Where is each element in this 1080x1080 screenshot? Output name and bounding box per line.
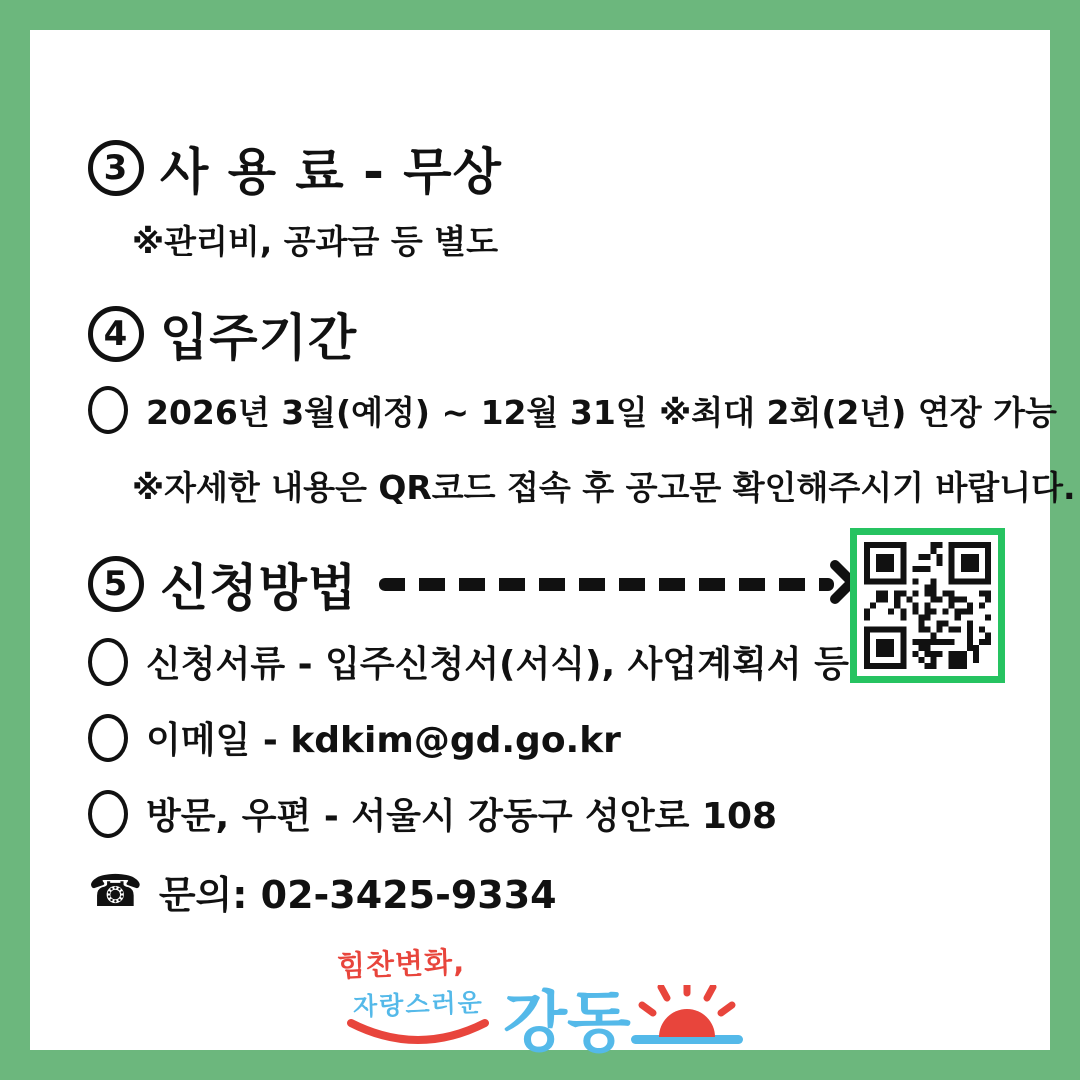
apply-heading-inner: [88, 548, 357, 620]
bullet-circle-icon: [88, 714, 128, 762]
dashed-arrow-line: [379, 578, 834, 591]
section-number-4: 4: [88, 306, 144, 362]
apply-item-visit: [88, 788, 777, 839]
period-note: ※자세한 내용은 QR코드 접속 후 공고문 확인해주시기 바랍니다.: [132, 468, 1076, 507]
contact-row: [88, 864, 557, 919]
apply-item-visit-text: 방문, 우편 - 서울시 강동구 성안로 108: [146, 796, 778, 837]
section-fee-heading: [88, 132, 502, 204]
gangdong-logo: [30, 942, 1050, 1062]
apply-item-documents-text: 신청서류 - 입주신청서(서식), 사업계획서 등: [146, 644, 849, 685]
section-period-title: 입주기간: [160, 309, 358, 367]
apply-item-email-text: 이메일 - kdkim@gd.go.kr: [146, 720, 621, 761]
bullet-circle-icon: [88, 790, 128, 838]
qr-code: [850, 528, 1005, 683]
section-number-3: 3: [88, 140, 144, 196]
apply-item-email: [88, 712, 621, 763]
section-period-heading: [88, 298, 357, 370]
section-fee-title: 사 용 료 - 무상: [160, 143, 502, 201]
section-fee-note: ※관리비, 공과금 등 별도: [132, 222, 498, 261]
section-apply-heading: [88, 548, 858, 620]
logo-slogan-line1: 힘찬변화,: [336, 944, 466, 984]
sun-icon: [631, 985, 743, 1055]
section-number-5: 5: [88, 556, 144, 612]
apply-item-documents: [88, 636, 849, 687]
bullet-circle-icon: [88, 638, 128, 686]
content-card: [30, 30, 1076, 1062]
logo-slogan-line2: 자랑스러운: [352, 987, 485, 1022]
phone-icon: ☎: [88, 865, 143, 917]
bullet-circle-icon: [88, 386, 128, 434]
period-line: [88, 386, 1057, 434]
period-line-text: 2026년 3월(예정) ~ 12월 31일 ※최대 2회(2년) 연장 가능: [146, 392, 1057, 432]
section-apply-title: 신청방법: [160, 559, 358, 617]
logo-name-text: 강동: [503, 984, 631, 1062]
logo-slogan: [337, 942, 493, 1055]
contact-text: 문의: 02-3425-9334: [158, 873, 557, 917]
